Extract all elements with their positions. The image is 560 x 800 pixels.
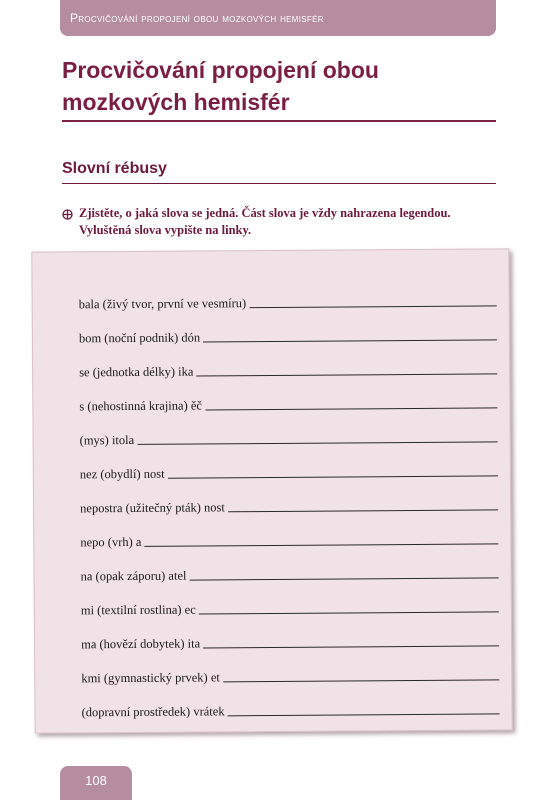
instruction-text: Zjistěte, o jaká slova se jedná. Část slova je vždy nahrazena legendou. Vyluštěná slova vypište na linky. <box>79 206 451 237</box>
answer-line[interactable] <box>228 509 498 512</box>
answer-line[interactable] <box>249 305 496 308</box>
page-number: 108 <box>60 766 132 800</box>
exercise-prompt: bala (živý tvor, první ve vesmíru) <box>78 296 247 312</box>
exercise-prompt: (mys) itola <box>79 432 135 448</box>
exercise-prompt: (dopravní prostředek) vrátek <box>81 704 225 720</box>
exercise-prompt: se (jednotka délky) ika <box>79 364 194 380</box>
instruction <box>62 205 502 239</box>
exercise-prompt: s (nehostinná krajina) ěč <box>79 398 202 414</box>
page-title: Procvičování propojení obou mozkových hemisfér <box>62 57 379 115</box>
running-header: Procvičování propojení obou mozkových hemisfér <box>60 0 496 36</box>
exercise-row <box>80 459 498 482</box>
exercise-row <box>79 357 497 380</box>
exercise-prompt: mi (textilní rostlina) ec <box>80 602 196 618</box>
exercise-row <box>80 493 498 516</box>
exercise-row <box>79 323 497 346</box>
answer-line[interactable] <box>137 441 497 445</box>
answer-line[interactable] <box>228 713 500 716</box>
exercise-prompt: nepo (vrh) a <box>80 534 142 550</box>
exercise-row <box>81 595 499 618</box>
exercise-row <box>81 697 499 720</box>
exercise-prompt: nepostra (užitečný pták) nost <box>80 500 225 516</box>
exercise-row <box>81 561 499 584</box>
exercise-card <box>31 248 512 733</box>
answer-line[interactable] <box>189 577 498 580</box>
title-divider <box>62 120 496 122</box>
exercise-prompt: bom (noční podnik) dón <box>78 330 201 346</box>
answer-line[interactable] <box>144 543 498 546</box>
exercise-prompt: nez (obydlí) nost <box>79 466 165 482</box>
answer-line[interactable] <box>196 373 497 376</box>
section-title: Slovní rébusy <box>62 160 167 177</box>
answer-line[interactable] <box>203 339 497 342</box>
exercise-row <box>79 289 497 312</box>
exercise-row <box>79 391 497 414</box>
answer-line[interactable] <box>168 475 498 478</box>
exercise-prompt: ma (hovězí dobytek) ita <box>81 636 201 652</box>
section-divider <box>62 183 496 184</box>
answer-line[interactable] <box>203 645 499 648</box>
exercise-prompt: na (opak záporu) atel <box>80 568 187 584</box>
answer-line[interactable] <box>199 611 499 614</box>
exercise-row <box>81 663 499 686</box>
exercise-prompt: kmi (gymnastický prvek) et <box>81 670 220 686</box>
exercise-row <box>81 629 499 652</box>
answer-line[interactable] <box>205 407 497 410</box>
exercise-row <box>80 425 498 448</box>
crosshair-bullet-icon <box>62 207 73 218</box>
answer-line[interactable] <box>223 679 499 682</box>
exercise-row <box>80 527 498 550</box>
